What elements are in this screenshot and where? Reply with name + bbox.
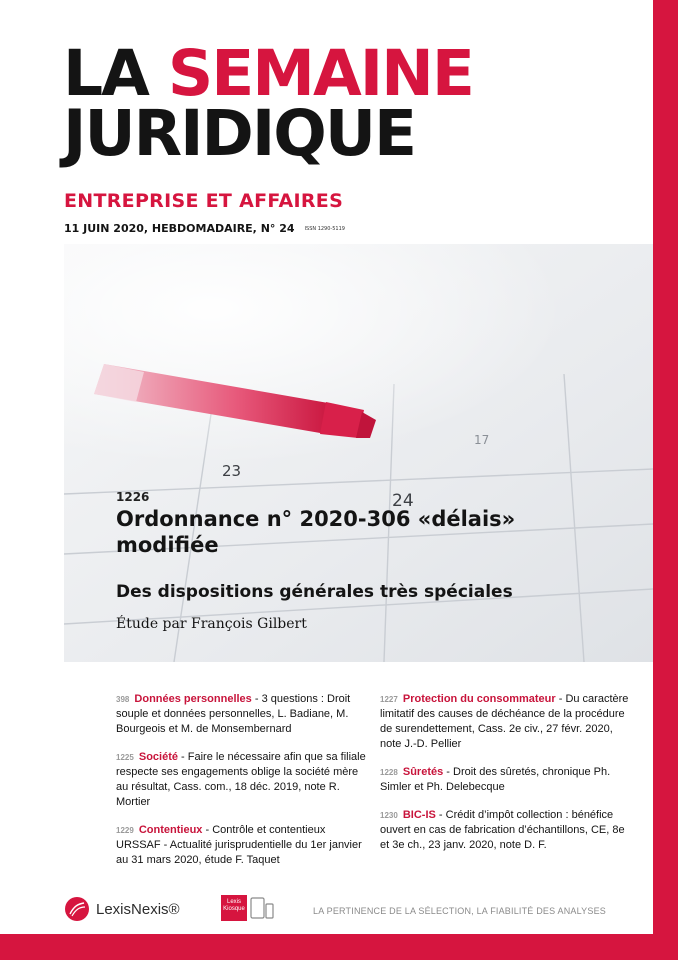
lexisnexis-emblem-icon [64, 896, 90, 922]
contents-entry [116, 823, 366, 868]
entry-separator: - [178, 751, 188, 763]
entry-number: 1228 [380, 768, 398, 777]
entry-separator: - [555, 693, 566, 705]
bottom-accent-bar [0, 934, 678, 960]
devices-icon [250, 896, 274, 920]
publisher-logo [64, 896, 180, 922]
kiosque-line-1: Lexis [226, 899, 241, 905]
contents-right-column [380, 692, 630, 866]
entry-number: 1227 [380, 695, 398, 704]
calendar-number-24: 24 [392, 491, 414, 511]
contents-entry [380, 765, 630, 795]
edition-title: ENTREPRISE ET AFFAIRES [64, 190, 344, 212]
entry-number: 1229 [116, 826, 134, 835]
masthead-line-1 [63, 37, 623, 110]
entry-category: Données personnelles [134, 693, 252, 705]
entry-separator: - [202, 824, 213, 836]
issn: ISSN 1290-5119 [304, 226, 345, 232]
hero-image [64, 244, 653, 662]
headline-title: Ordonnance n° 2020-306 «délais» modifiée [116, 507, 516, 557]
calendar-number-17: 17 [474, 433, 490, 447]
entry-category: Sûretés [402, 766, 444, 778]
entry-number: 1230 [380, 811, 398, 820]
contents-entry [380, 692, 630, 752]
entry-category: Société [138, 751, 178, 763]
entry-text: 3 questions : Droit souple et données personnelles, L. Badiane, M. Bourgeois et M. de Monsembernard [116, 693, 351, 735]
calendar-number-23: 23 [222, 462, 242, 480]
entry-text: Droit des sûretés, chronique Ph. Simler et Ph. Delebecque [380, 766, 611, 793]
right-accent-bar [653, 0, 678, 960]
headline-article-number: 1226 [116, 490, 150, 504]
lexis-kiosque-badge [221, 895, 247, 921]
contents-entry [116, 692, 366, 737]
contents-entry [380, 808, 630, 853]
entry-number: 1225 [116, 753, 134, 762]
contents-left-column [116, 692, 366, 881]
masthead [63, 37, 623, 170]
entry-category: Contentieux [138, 824, 203, 836]
entry-category: BIC-IS [402, 809, 436, 821]
masthead-word-la: LA [63, 37, 148, 110]
entry-category: Protection du consommateur [402, 693, 556, 705]
entry-text: Contrôle et contentieux URSSAF - Actualité jurisprudentielle du 1er janvier au 31 mars 2020, étude F. Taquet [116, 824, 362, 866]
headline-author: Étude par François Gilbert [116, 616, 307, 632]
footer-tagline: LA PERTINENCE DE LA SÉLECTION, LA FIABILITÉ DES ANALYSES [313, 906, 606, 916]
entry-number: 398 [116, 695, 130, 704]
entry-text: Crédit d’impôt collection : bénéfice ouvert en cas de fabrication d’échantillons, CE, 8e et 3e ch., 23 janv. 2020, note D. F. [380, 809, 625, 851]
entry-text: Du caractère limitatif des causes de déchéance de la procédure de surendettement, Cass. 2e civ., 27 févr. 2020, note J.-D. Pellier [380, 693, 629, 750]
masthead-word-semaine: SEMAINE [167, 37, 473, 110]
entry-separator: - [251, 693, 262, 705]
headline-subtitle: Des dispositions générales très spéciales [116, 582, 513, 602]
kiosque-line-2: Kiosque [223, 906, 245, 912]
entry-text: Faire le nécessaire afin que sa filiale respecte ses engagements oblige la société mère au résultat, Cass. com., 18 déc. 2019, note R. Mortier [116, 751, 366, 808]
masthead-line-2: JURIDIQUE [63, 97, 416, 170]
contents-entry [116, 750, 366, 810]
issue-date: 11 JUIN 2020, HEBDOMADAIRE, N° 24 [64, 222, 295, 235]
entry-separator: - [443, 766, 453, 778]
issue-dateline [64, 222, 345, 235]
entry-separator: - [435, 809, 446, 821]
publisher-name: LexisNexis® [96, 900, 180, 918]
